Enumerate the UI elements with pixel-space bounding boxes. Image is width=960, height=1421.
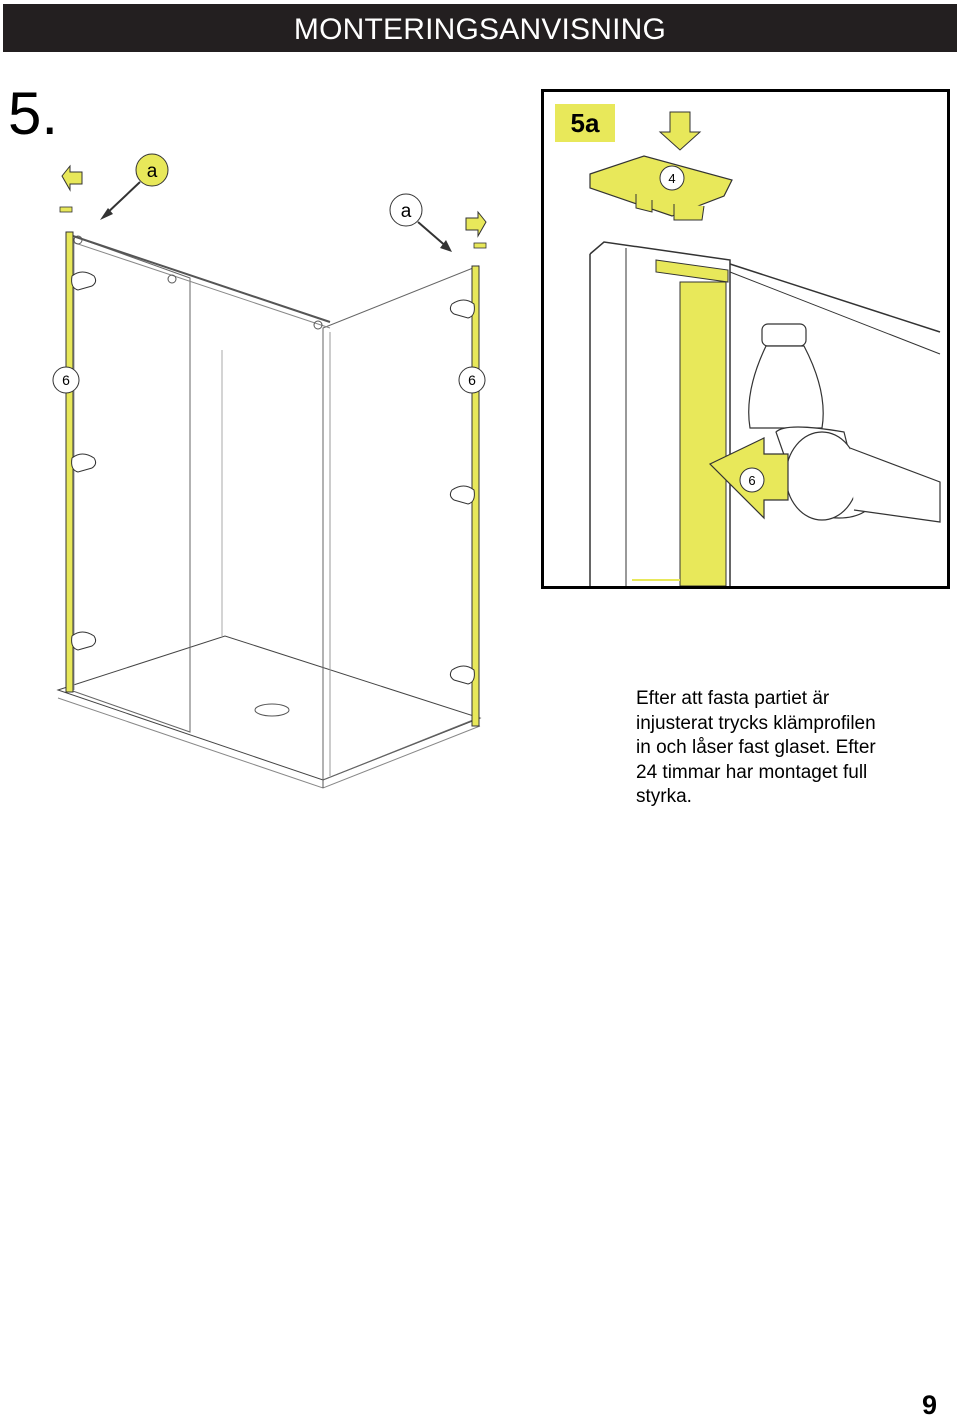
callout-6-left: 6 [62, 372, 70, 388]
detail-tag: 5a [555, 104, 615, 142]
page-number: 9 [922, 1390, 938, 1420]
detail-illustration [544, 92, 947, 586]
page-title: MONTERINGSANVISNING [293, 13, 667, 46]
callout-6-right: 6 [468, 372, 476, 388]
callout-a-right: a [400, 201, 412, 222]
part-number-4: 4 [668, 171, 676, 186]
header-bar [3, 4, 957, 52]
step-number: 5. [8, 80, 59, 147]
detail-box-5a [541, 89, 950, 589]
clamp-number-6: 6 [748, 473, 756, 488]
callout-a-left: a [146, 161, 158, 182]
instruction-text: Efter att fasta partiet är injusterat trycks klämprofilen in och låser fast glaset. Efter 24 timmar har montaget full styrka. [636, 688, 876, 807]
shower-enclosure-illustration [0, 90, 540, 810]
